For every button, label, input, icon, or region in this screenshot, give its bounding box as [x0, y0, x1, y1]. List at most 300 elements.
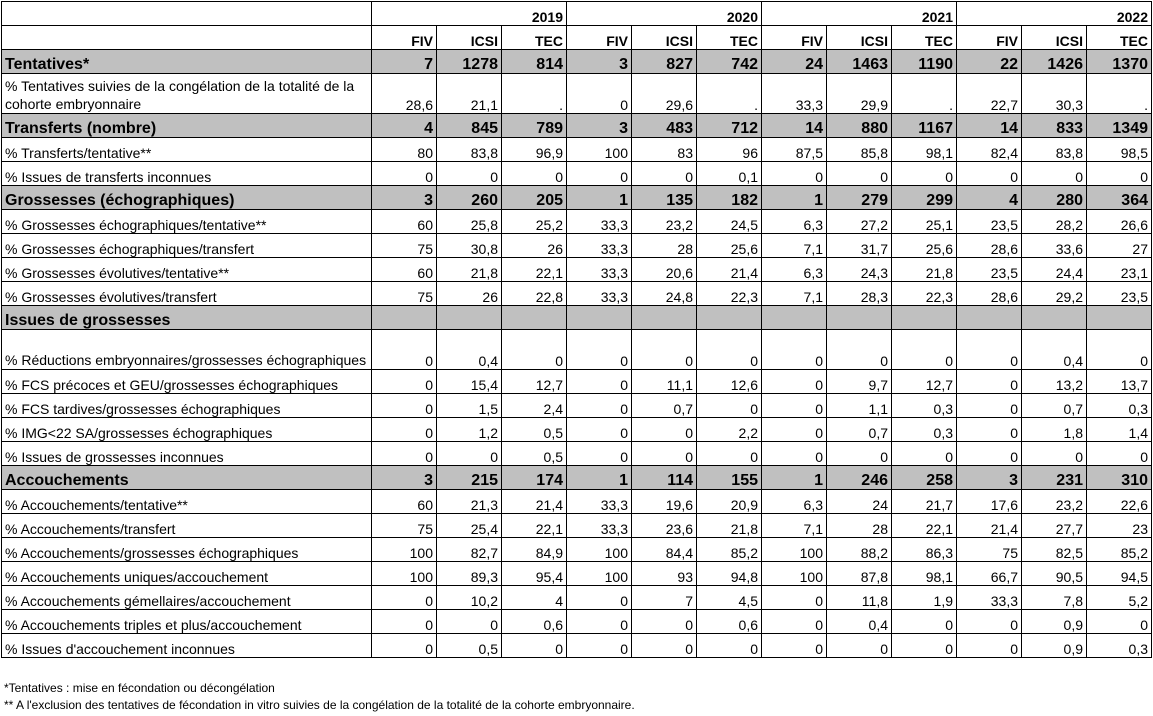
method-header: TEC — [892, 26, 957, 50]
value-cell: 6,3 — [762, 490, 827, 514]
value-cell: 82,5 — [1022, 538, 1087, 562]
table-row — [2, 514, 1152, 538]
value-cell: 21,4 — [957, 514, 1022, 538]
method-header: TEC — [502, 26, 567, 50]
row-label: % Accouchements gémellaires/accouchement — [2, 586, 372, 610]
value-cell: 4 — [957, 186, 1022, 210]
value-cell: 1 — [762, 186, 827, 210]
method-header: FIV — [567, 26, 632, 50]
value-cell: 75 — [957, 538, 1022, 562]
value-cell: 0 — [632, 610, 697, 634]
value-cell: 2,4 — [502, 394, 567, 418]
value-cell: 89,3 — [437, 562, 502, 586]
value-cell: . — [502, 74, 567, 114]
value-cell: 87,5 — [762, 138, 827, 162]
value-cell: 29,9 — [827, 74, 892, 114]
value-cell: 2,2 — [697, 418, 762, 442]
row-label: % Tentatives suivies de la congélation de la totalité de la cohorte embryonnaire — [2, 74, 372, 114]
value-cell: 260 — [437, 186, 502, 210]
value-cell: 1,2 — [437, 418, 502, 442]
value-cell: 20,9 — [697, 490, 762, 514]
value-cell: 1,5 — [437, 394, 502, 418]
results-table — [1, 1, 1152, 658]
value-cell: 100 — [372, 538, 437, 562]
value-cell: 100 — [372, 562, 437, 586]
value-cell: 258 — [892, 466, 957, 490]
value-cell: 1,4 — [1087, 418, 1152, 442]
value-cell: 0 — [957, 370, 1022, 394]
value-cell: 29,6 — [632, 74, 697, 114]
row-label: % Accouchements/grossesses échographiques — [2, 538, 372, 562]
value-cell: 114 — [632, 466, 697, 490]
value-cell: 85,2 — [697, 538, 762, 562]
value-cell: 22,1 — [502, 514, 567, 538]
value-cell: 1190 — [892, 50, 957, 74]
value-cell: 0 — [1087, 442, 1152, 466]
value-cell — [697, 306, 762, 330]
row-label: % Accouchements/tentative** — [2, 490, 372, 514]
value-cell: 0 — [632, 442, 697, 466]
table-row — [2, 586, 1152, 610]
value-cell: 0,7 — [1022, 394, 1087, 418]
value-cell: 246 — [827, 466, 892, 490]
value-cell: 33,3 — [567, 282, 632, 306]
value-cell: 1349 — [1087, 114, 1152, 138]
value-cell: 31,7 — [827, 234, 892, 258]
value-cell: 13,7 — [1087, 370, 1152, 394]
value-cell: 0,4 — [827, 610, 892, 634]
value-cell: 0,1 — [697, 162, 762, 186]
value-cell: 0 — [437, 442, 502, 466]
value-cell: 833 — [1022, 114, 1087, 138]
row-label: % Issues de transferts inconnues — [2, 162, 372, 186]
value-cell: 845 — [437, 114, 502, 138]
value-cell: 22,7 — [957, 74, 1022, 114]
value-cell: 33,3 — [567, 258, 632, 282]
value-cell: 10,2 — [437, 586, 502, 610]
value-cell: 0 — [762, 418, 827, 442]
value-cell: 0 — [372, 634, 437, 658]
value-cell: 21,3 — [437, 490, 502, 514]
table-row — [2, 282, 1152, 306]
value-cell: 24,4 — [1022, 258, 1087, 282]
value-cell: 12,7 — [502, 370, 567, 394]
value-cell: 24 — [762, 50, 827, 74]
value-cell: 5,2 — [1087, 586, 1152, 610]
value-cell: 24,8 — [632, 282, 697, 306]
value-cell: 0 — [372, 442, 437, 466]
row-label: % Grossesses échographiques/transfert — [2, 234, 372, 258]
value-cell: 84,9 — [502, 538, 567, 562]
value-cell: 29,2 — [1022, 282, 1087, 306]
value-cell: 0 — [1022, 162, 1087, 186]
value-cell: 7,1 — [762, 282, 827, 306]
value-cell: 0 — [957, 394, 1022, 418]
value-cell: 880 — [827, 114, 892, 138]
value-cell: 12,7 — [892, 370, 957, 394]
value-cell: 82,7 — [437, 538, 502, 562]
section-label: Tentatives* — [2, 50, 372, 74]
value-cell: 0 — [957, 330, 1022, 370]
value-cell: 11,8 — [827, 586, 892, 610]
value-cell — [372, 306, 437, 330]
value-cell: 33,3 — [567, 234, 632, 258]
value-cell: 0 — [697, 330, 762, 370]
value-cell: 182 — [697, 186, 762, 210]
value-cell: 0 — [567, 370, 632, 394]
value-cell: 100 — [567, 538, 632, 562]
value-cell: . — [697, 74, 762, 114]
method-header: FIV — [372, 26, 437, 50]
value-cell: 0 — [892, 442, 957, 466]
value-cell: 0 — [567, 634, 632, 658]
value-cell: 11,1 — [632, 370, 697, 394]
value-cell: 28 — [827, 514, 892, 538]
value-cell: 0,5 — [502, 418, 567, 442]
value-cell: 0 — [957, 162, 1022, 186]
table-row — [2, 330, 1152, 370]
value-cell: 0 — [567, 586, 632, 610]
value-cell: 0 — [697, 634, 762, 658]
section-label: Transferts (nombre) — [2, 114, 372, 138]
value-cell: 25,1 — [892, 210, 957, 234]
value-cell: 7 — [372, 50, 437, 74]
value-cell: 86,3 — [892, 538, 957, 562]
value-cell: 0 — [957, 418, 1022, 442]
value-cell: 17,6 — [957, 490, 1022, 514]
value-cell: 19,6 — [632, 490, 697, 514]
value-cell: 26 — [437, 282, 502, 306]
value-cell: 0 — [502, 330, 567, 370]
year-header: 2020 — [567, 2, 762, 26]
value-cell — [567, 306, 632, 330]
value-cell: 0,3 — [1087, 394, 1152, 418]
table-row — [2, 394, 1152, 418]
value-cell: 28 — [632, 234, 697, 258]
value-cell: 23,2 — [632, 210, 697, 234]
value-cell: 279 — [827, 186, 892, 210]
footnote-exclusion: ** A l'exclusion des tentatives de fécondation in vitro suivies de la congélation de la totalité de la cohorte embryonnaire. — [4, 698, 635, 712]
row-label: % Réductions embryonnaires/grossesses échographiques — [2, 330, 372, 370]
value-cell: 83 — [632, 138, 697, 162]
value-cell: 88,2 — [827, 538, 892, 562]
value-cell: 14 — [762, 114, 827, 138]
value-cell: 13,2 — [1022, 370, 1087, 394]
value-cell: 0 — [762, 162, 827, 186]
value-cell: 0,5 — [502, 442, 567, 466]
value-cell: 742 — [697, 50, 762, 74]
value-cell: 98,1 — [892, 562, 957, 586]
value-cell — [957, 306, 1022, 330]
row-label: % Issues d'accouchement inconnues — [2, 634, 372, 658]
value-cell: 22,1 — [892, 514, 957, 538]
method-header: ICSI — [1022, 26, 1087, 50]
value-cell: 0 — [697, 442, 762, 466]
value-cell: 3 — [372, 466, 437, 490]
value-cell: 0 — [1087, 162, 1152, 186]
value-cell: 0 — [762, 330, 827, 370]
value-cell: 0,7 — [632, 394, 697, 418]
row-label: % Accouchements uniques/accouchement — [2, 562, 372, 586]
value-cell: 27,2 — [827, 210, 892, 234]
value-cell: 0 — [762, 586, 827, 610]
value-cell: 96,9 — [502, 138, 567, 162]
value-cell: 0 — [892, 634, 957, 658]
value-cell: 60 — [372, 490, 437, 514]
value-cell: 0 — [697, 394, 762, 418]
value-cell: 23,6 — [632, 514, 697, 538]
value-cell: 27,7 — [1022, 514, 1087, 538]
value-cell: 0,3 — [892, 418, 957, 442]
table-body — [2, 2, 1152, 658]
value-cell: 24 — [827, 490, 892, 514]
value-cell: 4,5 — [697, 586, 762, 610]
value-cell: 7,8 — [1022, 586, 1087, 610]
value-cell: 0 — [827, 442, 892, 466]
value-cell: 23,5 — [1087, 282, 1152, 306]
value-cell: 0 — [957, 610, 1022, 634]
value-cell: 0 — [372, 330, 437, 370]
value-cell: 0 — [632, 330, 697, 370]
value-cell: 0 — [632, 634, 697, 658]
value-cell: 0 — [372, 610, 437, 634]
section-row — [2, 50, 1152, 74]
value-cell: 7,1 — [762, 514, 827, 538]
value-cell: 0 — [632, 162, 697, 186]
value-cell: 0,6 — [697, 610, 762, 634]
table-row — [2, 74, 1152, 114]
value-cell — [632, 306, 697, 330]
value-cell: 310 — [1087, 466, 1152, 490]
value-cell: 0 — [892, 330, 957, 370]
value-cell: 0,9 — [1022, 610, 1087, 634]
value-cell: 0 — [502, 634, 567, 658]
value-cell: 0 — [957, 634, 1022, 658]
value-cell: 22,1 — [502, 258, 567, 282]
value-cell: 85,8 — [827, 138, 892, 162]
value-cell: 80 — [372, 138, 437, 162]
value-cell: 95,4 — [502, 562, 567, 586]
value-cell: 0 — [372, 394, 437, 418]
value-cell: 0 — [567, 162, 632, 186]
value-cell: 98,1 — [892, 138, 957, 162]
value-cell: 23,1 — [1087, 258, 1152, 282]
table-row — [2, 442, 1152, 466]
section-row — [2, 306, 1152, 330]
value-cell: 0 — [827, 330, 892, 370]
value-cell — [827, 306, 892, 330]
value-cell — [437, 306, 502, 330]
value-cell: 1 — [762, 466, 827, 490]
row-label: % Grossesses échographiques/tentative** — [2, 210, 372, 234]
table-row — [2, 418, 1152, 442]
section-row — [2, 114, 1152, 138]
value-cell: 21,4 — [697, 258, 762, 282]
value-cell: 789 — [502, 114, 567, 138]
value-cell: 0 — [567, 394, 632, 418]
value-cell: 23,2 — [1022, 490, 1087, 514]
method-header: ICSI — [632, 26, 697, 50]
value-cell — [892, 306, 957, 330]
method-header: FIV — [957, 26, 1022, 50]
row-label: % Accouchements triples et plus/accouchement — [2, 610, 372, 634]
section-label: Issues de grossesses — [2, 306, 372, 330]
year-header: 2021 — [762, 2, 957, 26]
row-label: % FCS précoces et GEU/grossesses échographiques — [2, 370, 372, 394]
method-header: ICSI — [437, 26, 502, 50]
value-cell: 4 — [372, 114, 437, 138]
value-cell: 3 — [372, 186, 437, 210]
value-cell: 60 — [372, 258, 437, 282]
value-cell: 0 — [762, 442, 827, 466]
value-cell: 75 — [372, 282, 437, 306]
value-cell: 21,1 — [437, 74, 502, 114]
value-cell: 23 — [1087, 514, 1152, 538]
value-cell: 0 — [372, 418, 437, 442]
value-cell: 0 — [632, 418, 697, 442]
value-cell: 0 — [437, 162, 502, 186]
value-cell: 83,8 — [1022, 138, 1087, 162]
value-cell: 23,5 — [957, 210, 1022, 234]
value-cell: 33,3 — [567, 490, 632, 514]
method-header-row — [2, 26, 1152, 50]
value-cell: 30,3 — [1022, 74, 1087, 114]
value-cell: 14 — [957, 114, 1022, 138]
section-row — [2, 186, 1152, 210]
value-cell: 15,4 — [437, 370, 502, 394]
value-cell: 0 — [827, 162, 892, 186]
value-cell: 22,3 — [697, 282, 762, 306]
value-cell: 174 — [502, 466, 567, 490]
value-cell: 231 — [1022, 466, 1087, 490]
value-cell: 0,3 — [892, 394, 957, 418]
value-cell: 1,8 — [1022, 418, 1087, 442]
value-cell: 100 — [762, 562, 827, 586]
method-header: ICSI — [827, 26, 892, 50]
value-cell: 12,6 — [697, 370, 762, 394]
value-cell: 26,6 — [1087, 210, 1152, 234]
value-cell: 280 — [1022, 186, 1087, 210]
corner-cell — [2, 2, 372, 26]
value-cell: 30,8 — [437, 234, 502, 258]
value-cell: 98,5 — [1087, 138, 1152, 162]
value-cell: 827 — [632, 50, 697, 74]
value-cell: 0,5 — [437, 634, 502, 658]
row-label: % Accouchements/transfert — [2, 514, 372, 538]
value-cell: 33,3 — [567, 514, 632, 538]
table-row — [2, 634, 1152, 658]
value-cell: 1,9 — [892, 586, 957, 610]
value-cell: 0 — [1022, 442, 1087, 466]
value-cell: 83,8 — [437, 138, 502, 162]
value-cell: 1 — [567, 466, 632, 490]
value-cell: 28,3 — [827, 282, 892, 306]
table-row — [2, 210, 1152, 234]
value-cell: 299 — [892, 186, 957, 210]
year-header: 2019 — [372, 2, 567, 26]
value-cell: 94,8 — [697, 562, 762, 586]
value-cell: 0 — [1087, 330, 1152, 370]
value-cell: 0,4 — [437, 330, 502, 370]
value-cell: 21,8 — [697, 514, 762, 538]
value-cell: 0 — [437, 610, 502, 634]
value-cell: 87,8 — [827, 562, 892, 586]
value-cell: 135 — [632, 186, 697, 210]
value-cell: 82,4 — [957, 138, 1022, 162]
value-cell: 0 — [762, 370, 827, 394]
value-cell: 0 — [567, 74, 632, 114]
year-header: 2022 — [957, 2, 1152, 26]
value-cell — [1087, 306, 1152, 330]
value-cell — [762, 306, 827, 330]
row-label: % Grossesses évolutives/transfert — [2, 282, 372, 306]
footnote-tentatives: *Tentatives : mise en fécondation ou décongélation — [4, 681, 275, 695]
value-cell: 0,3 — [1087, 634, 1152, 658]
value-cell: 33,3 — [762, 74, 827, 114]
value-cell: 0 — [567, 418, 632, 442]
section-label: Grossesses (échographiques) — [2, 186, 372, 210]
value-cell: 100 — [762, 538, 827, 562]
value-cell: 28,6 — [957, 282, 1022, 306]
value-cell — [502, 306, 567, 330]
value-cell: 84,4 — [632, 538, 697, 562]
value-cell: 3 — [567, 50, 632, 74]
value-cell: . — [1087, 74, 1152, 114]
value-cell: 3 — [567, 114, 632, 138]
value-cell: 28,6 — [372, 74, 437, 114]
value-cell: 21,8 — [437, 258, 502, 282]
value-cell: 0 — [372, 586, 437, 610]
table-row — [2, 538, 1152, 562]
value-cell: 25,2 — [502, 210, 567, 234]
table-row — [2, 258, 1152, 282]
value-cell: 94,5 — [1087, 562, 1152, 586]
table-row — [2, 162, 1152, 186]
corner-cell — [2, 26, 372, 50]
value-cell: 25,6 — [697, 234, 762, 258]
value-cell: 33,6 — [1022, 234, 1087, 258]
year-header-row — [2, 2, 1152, 26]
value-cell: 25,6 — [892, 234, 957, 258]
value-cell: 24,3 — [827, 258, 892, 282]
value-cell: 22,8 — [502, 282, 567, 306]
value-cell: 814 — [502, 50, 567, 74]
value-cell: 7,1 — [762, 234, 827, 258]
table-row — [2, 610, 1152, 634]
value-cell: 6,3 — [762, 258, 827, 282]
value-cell: 0 — [957, 442, 1022, 466]
value-cell: 22 — [957, 50, 1022, 74]
row-label: % Transferts/tentative** — [2, 138, 372, 162]
method-header: TEC — [697, 26, 762, 50]
value-cell: 205 — [502, 186, 567, 210]
value-cell: . — [892, 74, 957, 114]
method-header: FIV — [762, 26, 827, 50]
value-cell: 0 — [372, 162, 437, 186]
row-label: % Grossesses évolutives/tentative** — [2, 258, 372, 282]
value-cell: 3 — [957, 466, 1022, 490]
value-cell: 25,8 — [437, 210, 502, 234]
value-cell: 75 — [372, 514, 437, 538]
value-cell: 7 — [632, 586, 697, 610]
value-cell: 0,6 — [502, 610, 567, 634]
value-cell: 9,7 — [827, 370, 892, 394]
value-cell: 0 — [762, 394, 827, 418]
value-cell: 85,2 — [1087, 538, 1152, 562]
value-cell: 21,4 — [502, 490, 567, 514]
value-cell: 215 — [437, 466, 502, 490]
value-cell: 0,4 — [1022, 330, 1087, 370]
